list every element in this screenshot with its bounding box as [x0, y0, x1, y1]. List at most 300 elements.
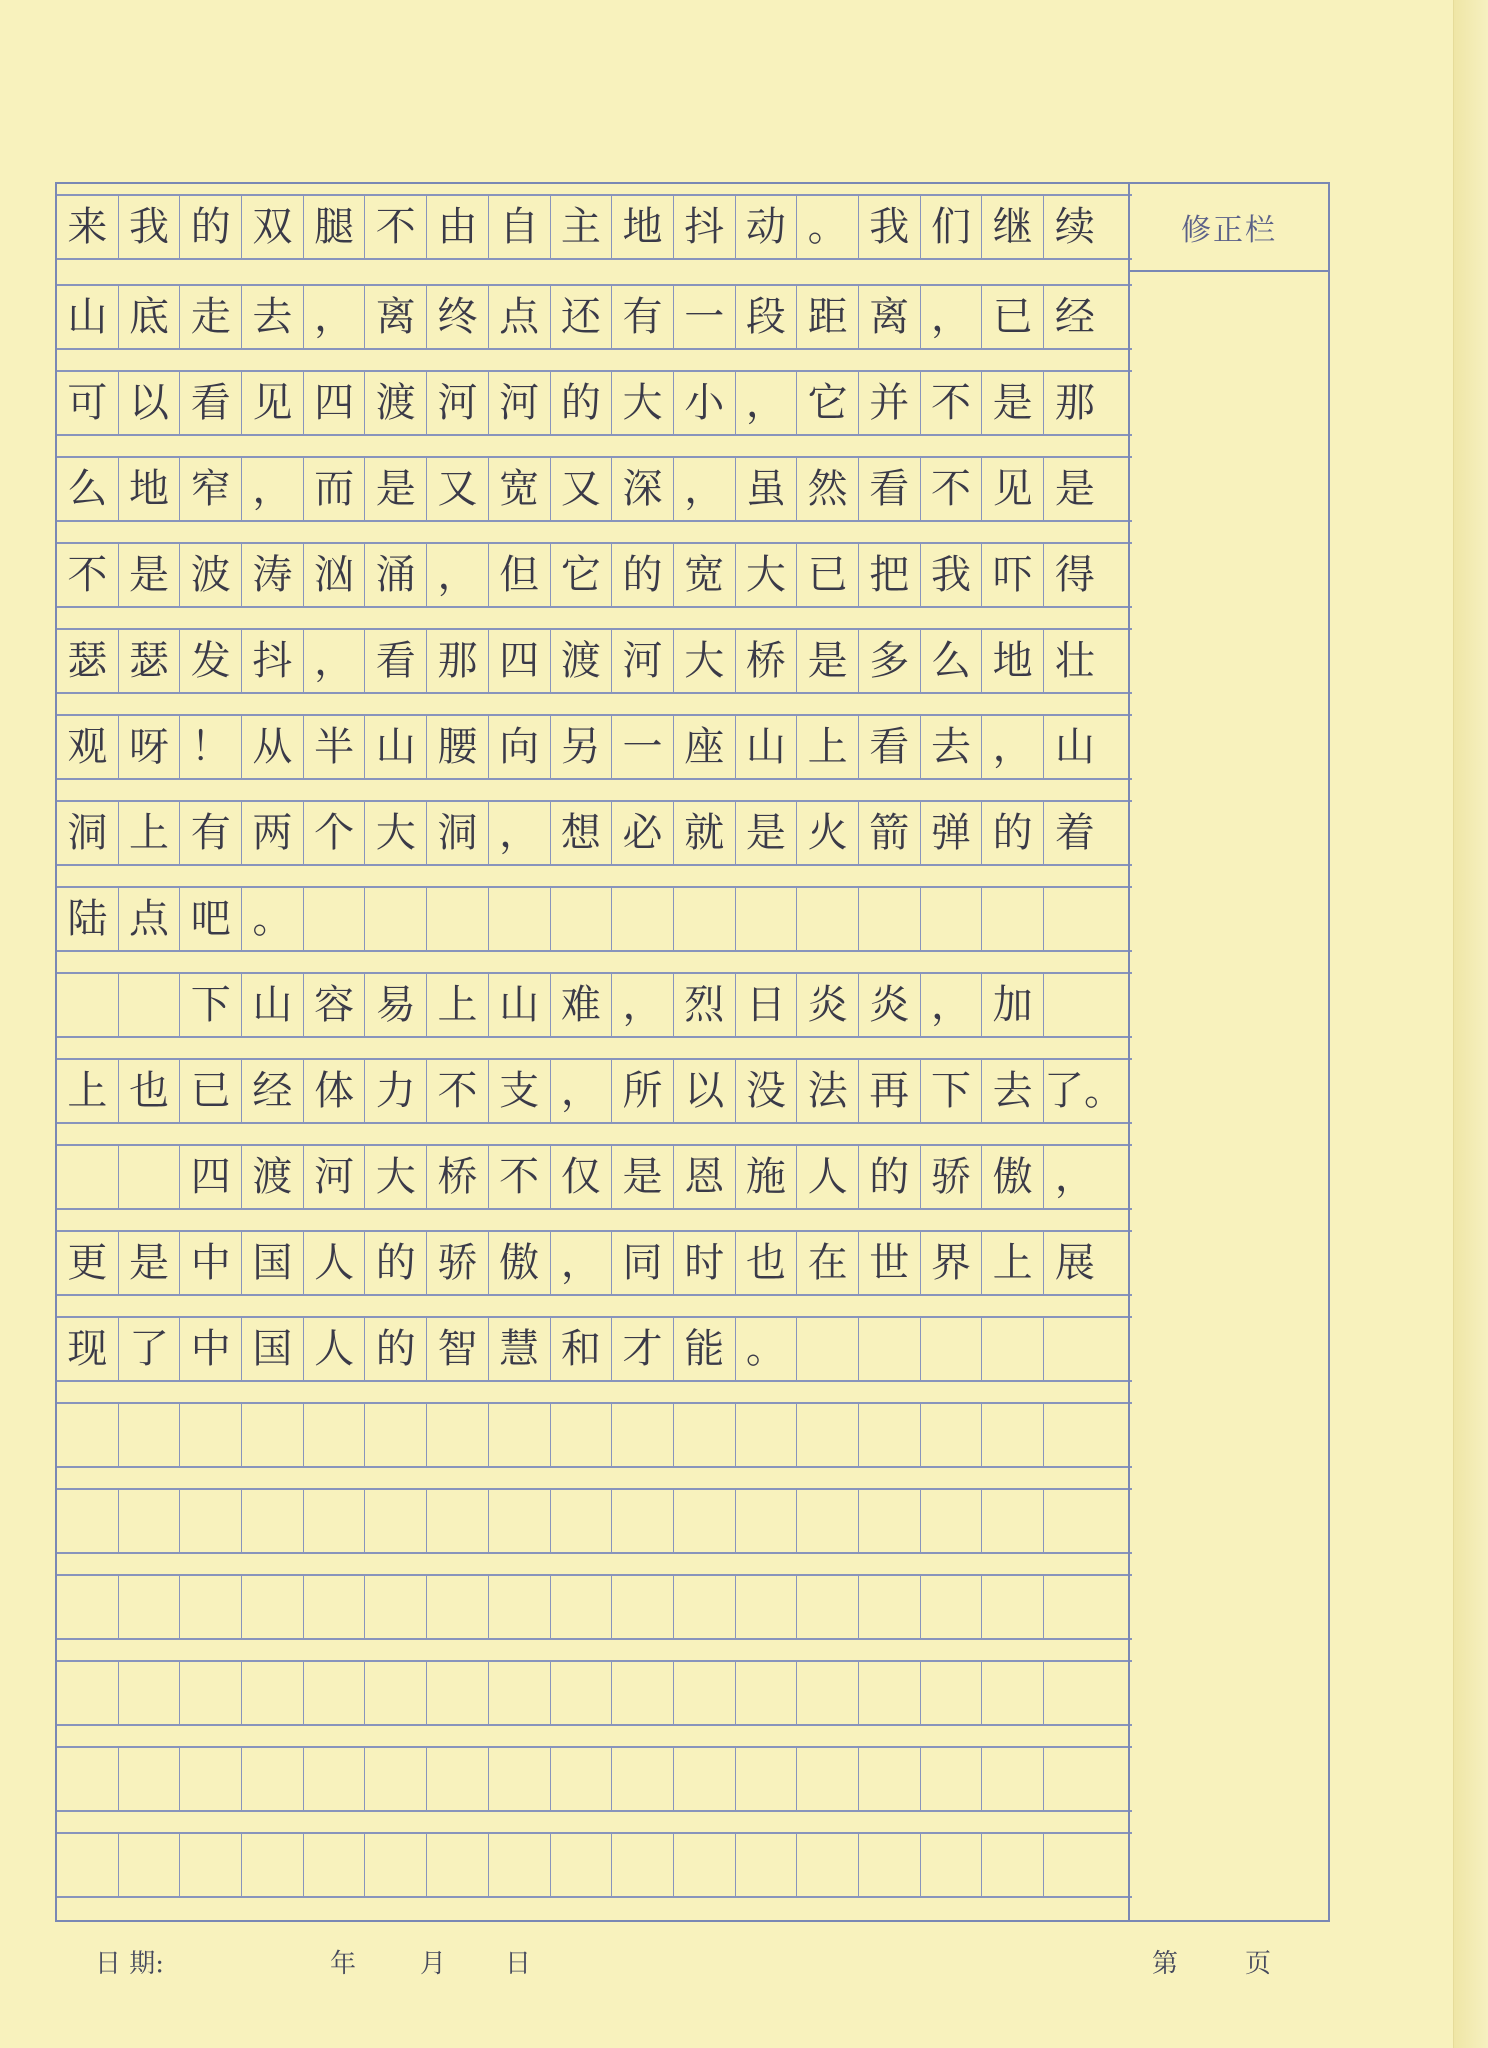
grid-cell	[797, 1834, 859, 1896]
grid-cell	[119, 1834, 181, 1896]
grid-cell: 已	[180, 1060, 242, 1122]
grid-cell: 山	[365, 716, 427, 778]
grid-cell: 骄	[921, 1146, 983, 1208]
grid-cell: 瑟	[119, 630, 181, 692]
grid-cell: 智	[427, 1318, 489, 1380]
grid-cell: 炎	[859, 974, 921, 1036]
grid-row	[57, 1660, 1132, 1726]
grid-cell	[365, 1576, 427, 1638]
grid-cell: 桥	[736, 630, 798, 692]
grid-cell	[982, 888, 1044, 950]
grid-cell: 离	[365, 286, 427, 348]
grid-cell: 容	[304, 974, 366, 1036]
grid-cell: 续	[1054, 204, 1095, 250]
grid-cell: 山	[1054, 724, 1095, 770]
grid-cell	[551, 1834, 613, 1896]
grid-cell: 个	[304, 802, 366, 864]
grid-cell	[982, 1748, 1044, 1810]
grid-cell	[736, 1834, 798, 1896]
grid-cell	[921, 1662, 983, 1724]
grid-cell	[982, 1576, 1044, 1638]
grid-cell: 并	[859, 372, 921, 434]
grid-cell: 是	[365, 458, 427, 520]
date-label: 日 期:	[95, 1949, 165, 1979]
grid-cell	[674, 1404, 736, 1466]
grid-cell: 涛	[242, 544, 304, 606]
grid-cell	[1044, 1576, 1106, 1638]
grid-cell	[921, 888, 983, 950]
grid-cell: 继	[982, 196, 1044, 258]
grid-cell	[736, 1662, 798, 1724]
grid-cell: 。	[242, 888, 304, 950]
grid-cell: 那	[1054, 380, 1095, 426]
grid-cell	[859, 888, 921, 950]
grid-cell: 的	[982, 802, 1044, 864]
grid-cell: 着	[1054, 810, 1095, 856]
grid-cell: 山	[57, 286, 119, 348]
grid-cell: ，	[921, 974, 983, 1036]
grid-cell: ，	[551, 1060, 613, 1122]
grid-cell	[489, 1576, 551, 1638]
grid-cell: 人	[304, 1232, 366, 1294]
manuscript-sheet	[55, 182, 1330, 1922]
grid-cell: ，	[674, 458, 736, 520]
grid-cell: 国	[242, 1318, 304, 1380]
grid-cell: 有	[612, 286, 674, 348]
grid-cell: 以	[119, 372, 181, 434]
grid-cell: ！	[180, 716, 242, 778]
grid-cell	[57, 974, 119, 1036]
grid-row	[57, 194, 1132, 260]
grid-cell: 所	[612, 1060, 674, 1122]
grid-cell: 时	[674, 1232, 736, 1294]
grid-cell	[119, 974, 181, 1036]
grid-cell: 窄	[180, 458, 242, 520]
grid-cell: 深	[612, 458, 674, 520]
grid-cell: 河	[612, 630, 674, 692]
grid-cell	[859, 1318, 921, 1380]
grid-cell: 的	[180, 196, 242, 258]
grid-cell: 四	[304, 372, 366, 434]
grid-cell: 烈	[674, 974, 736, 1036]
grid-cell	[797, 1576, 859, 1638]
grid-cell	[242, 1404, 304, 1466]
grid-cell: 它	[551, 544, 613, 606]
grid-cell	[551, 1662, 613, 1724]
grid-cell	[427, 1662, 489, 1724]
grid-cell: ，	[736, 372, 798, 434]
grid-cell: 傲	[489, 1232, 551, 1294]
grid-cell	[982, 1490, 1044, 1552]
grid-cell	[119, 1576, 181, 1638]
grid-row	[57, 1058, 1132, 1124]
grid-cell: 去	[982, 1060, 1044, 1122]
grid-cell	[489, 1404, 551, 1466]
grid-cell: 易	[365, 974, 427, 1036]
grid-cell: 宽	[674, 544, 736, 606]
grid-cell: ，	[551, 1232, 613, 1294]
grid-cell: 山	[489, 974, 551, 1036]
grid-cell: 也	[119, 1060, 181, 1122]
grid-cell	[982, 1834, 1044, 1896]
grid-cell: 再	[859, 1060, 921, 1122]
grid-cell	[180, 1404, 242, 1466]
grid-cell	[304, 888, 366, 950]
grid-row	[57, 1746, 1132, 1812]
grid-cell	[365, 1748, 427, 1810]
grid-cell: 虽	[736, 458, 798, 520]
grid-cell	[859, 1576, 921, 1638]
grid-cell: 支	[489, 1060, 551, 1122]
grid-cell: 河	[489, 372, 551, 434]
grid-cell: 的	[859, 1146, 921, 1208]
grid-cell: 不	[489, 1146, 551, 1208]
grid-cell	[674, 1748, 736, 1810]
grid-row	[57, 542, 1132, 608]
grid-cell	[736, 1404, 798, 1466]
grid-cell	[365, 1490, 427, 1552]
grid-cell	[551, 1748, 613, 1810]
grid-cell: 走	[180, 286, 242, 348]
grid-cell	[612, 1490, 674, 1552]
grid-cell: 经	[1054, 294, 1095, 340]
grid-cell: 现	[57, 1318, 119, 1380]
grid-cell: 主	[551, 196, 613, 258]
grid-cell	[1044, 1748, 1106, 1810]
grid-cell: 有	[180, 802, 242, 864]
grid-cell	[489, 1662, 551, 1724]
grid-cell	[427, 888, 489, 950]
grid-cell: 去	[921, 716, 983, 778]
grid-cell: 由	[427, 196, 489, 258]
grid-cell: 但	[489, 544, 551, 606]
grid-row	[57, 370, 1132, 436]
grid-cell	[612, 1662, 674, 1724]
grid-cell	[57, 1146, 119, 1208]
grid-cell: 波	[180, 544, 242, 606]
grid-cell: 地	[119, 458, 181, 520]
grid-cell: 上	[57, 1060, 119, 1122]
grid-cell: 瑟	[57, 630, 119, 692]
grid-cell: 了。	[1044, 1068, 1124, 1114]
page-number-prefix: 第	[1152, 1949, 1179, 1979]
grid-cell: 山	[736, 716, 798, 778]
grid-cell: 是	[119, 1232, 181, 1294]
grid-cell	[427, 1576, 489, 1638]
grid-cell: 弹	[921, 802, 983, 864]
grid-cell: 还	[551, 286, 613, 348]
grid-cell	[489, 1834, 551, 1896]
grid-cell: 渡	[551, 630, 613, 692]
grid-cell: 而	[304, 458, 366, 520]
grid-cell: 吧	[180, 888, 242, 950]
grid-cell	[797, 888, 859, 950]
grid-cell: 人	[797, 1146, 859, 1208]
grid-cell: 以	[674, 1060, 736, 1122]
grid-cell	[612, 888, 674, 950]
grid-cell	[1044, 1834, 1106, 1896]
month-label: 月	[420, 1949, 447, 1979]
grid-cell	[304, 1662, 366, 1724]
grid-cell	[551, 1404, 613, 1466]
grid-row	[57, 800, 1132, 866]
grid-cell: ，	[921, 286, 983, 348]
grid-cell: 点	[489, 286, 551, 348]
grid-cell	[119, 1490, 181, 1552]
grid-cell	[304, 1834, 366, 1896]
grid-cell: 下	[180, 974, 242, 1036]
grid-cell: 四	[180, 1146, 242, 1208]
grid-cell: 的	[365, 1232, 427, 1294]
grid-cell: 半	[304, 716, 366, 778]
grid-cell: 恩	[674, 1146, 736, 1208]
grid-row	[57, 456, 1132, 522]
grid-cell	[1044, 1490, 1106, 1552]
grid-cell: 距	[797, 286, 859, 348]
grid-cell: 可	[57, 372, 119, 434]
grid-cell	[797, 1318, 859, 1380]
grid-cell: 同	[612, 1232, 674, 1294]
grid-cell	[612, 1834, 674, 1896]
grid-cell	[551, 1490, 613, 1552]
grid-cell	[921, 1748, 983, 1810]
grid-cell	[1044, 1404, 1106, 1466]
grid-cell: 动	[736, 196, 798, 258]
grid-cell: 地	[982, 630, 1044, 692]
grid-cell	[859, 1490, 921, 1552]
grid-cell: 又	[427, 458, 489, 520]
grid-cell: 终	[427, 286, 489, 348]
grid-cell: 见	[242, 372, 304, 434]
grid-cell: 傲	[982, 1146, 1044, 1208]
grid-cell: 力	[365, 1060, 427, 1122]
grid-cell: 洞	[427, 802, 489, 864]
grid-cell	[736, 1748, 798, 1810]
grid-row	[57, 1832, 1132, 1898]
grid-cell	[921, 1404, 983, 1466]
grid-cell	[612, 1748, 674, 1810]
grid-cell: 点	[119, 888, 181, 950]
grid-cell: 的	[612, 544, 674, 606]
grid-cell	[489, 1490, 551, 1552]
grid-cell: 了	[119, 1318, 181, 1380]
grid-row	[57, 714, 1132, 780]
grid-cell	[242, 1662, 304, 1724]
grid-cell: 难	[551, 974, 613, 1036]
grid-cell: 在	[797, 1232, 859, 1294]
grid-cell	[736, 888, 798, 950]
grid-cell: 另	[551, 716, 613, 778]
grid-cell: 上	[797, 716, 859, 778]
grid-cell	[551, 888, 613, 950]
grid-cell: 已	[982, 286, 1044, 348]
grid-cell	[427, 1404, 489, 1466]
grid-cell: 底	[119, 286, 181, 348]
grid-cell	[119, 1146, 181, 1208]
grid-cell	[797, 1404, 859, 1466]
grid-cell: 界	[921, 1232, 983, 1294]
grid-cell: 双	[242, 196, 304, 258]
grid-cell	[180, 1834, 242, 1896]
grid-cell	[1044, 888, 1106, 950]
grid-row	[57, 1316, 1132, 1382]
grid-cell: 上	[982, 1232, 1044, 1294]
grid-cell: 是	[982, 372, 1044, 434]
grid-cell: 吓	[982, 544, 1044, 606]
writing-grid	[57, 184, 1132, 1920]
correction-column-header: 修正栏	[1130, 184, 1328, 272]
grid-cell: 的	[365, 1318, 427, 1380]
grid-cell	[674, 1490, 736, 1552]
grid-cell	[674, 1834, 736, 1896]
grid-cell: 骄	[427, 1232, 489, 1294]
grid-cell	[57, 1834, 119, 1896]
grid-cell: 河	[304, 1146, 366, 1208]
grid-cell: 上	[119, 802, 181, 864]
grid-cell: 一	[612, 716, 674, 778]
grid-cell	[859, 1834, 921, 1896]
grid-cell: 地	[612, 196, 674, 258]
grid-row	[57, 1144, 1132, 1210]
grid-cell: 离	[859, 286, 921, 348]
grid-cell: 仅	[551, 1146, 613, 1208]
grid-cell: ，	[1054, 1154, 1095, 1200]
grid-cell: 才	[612, 1318, 674, 1380]
grid-cell: 世	[859, 1232, 921, 1294]
grid-cell	[304, 1576, 366, 1638]
grid-cell	[427, 1834, 489, 1896]
grid-cell: ，	[304, 630, 366, 692]
grid-cell: 大	[612, 372, 674, 434]
grid-cell: 能	[674, 1318, 736, 1380]
grid-cell: ，	[304, 286, 366, 348]
grid-cell: 发	[180, 630, 242, 692]
grid-cell: 不	[427, 1060, 489, 1122]
grid-cell: 是	[797, 630, 859, 692]
grid-cell: 是	[736, 802, 798, 864]
grid-cell: 不	[921, 372, 983, 434]
grid-cell	[427, 1748, 489, 1810]
grid-cell	[489, 1748, 551, 1810]
grid-cell: 和	[551, 1318, 613, 1380]
grid-cell: 不	[365, 196, 427, 258]
grid-cell	[57, 1490, 119, 1552]
grid-cell	[797, 1490, 859, 1552]
grid-cell: 经	[242, 1060, 304, 1122]
grid-cell: 箭	[859, 802, 921, 864]
grid-cell: 自	[489, 196, 551, 258]
grid-cell	[304, 1404, 366, 1466]
grid-cell: 座	[674, 716, 736, 778]
grid-cell	[859, 1662, 921, 1724]
grid-cell: 。	[736, 1318, 798, 1380]
grid-cell: 是	[119, 544, 181, 606]
grid-cell: 大	[674, 630, 736, 692]
grid-cell: ，	[982, 716, 1044, 778]
grid-cell: 中	[180, 1232, 242, 1294]
grid-cell: 。	[797, 196, 859, 258]
grid-cell	[797, 1748, 859, 1810]
grid-cell: 向	[489, 716, 551, 778]
grid-cell: 一	[674, 286, 736, 348]
grid-cell: 的	[551, 372, 613, 434]
grid-cell	[859, 1404, 921, 1466]
grid-cell: 渡	[365, 372, 427, 434]
grid-cell: 火	[797, 802, 859, 864]
grid-cell: 壮	[1054, 638, 1095, 684]
grid-cell: 看	[180, 372, 242, 434]
grid-cell: 渡	[242, 1146, 304, 1208]
grid-cell	[304, 1490, 366, 1552]
grid-cell	[1044, 1318, 1106, 1380]
correction-column	[1128, 184, 1328, 1920]
grid-cell	[180, 1576, 242, 1638]
grid-cell: 就	[674, 802, 736, 864]
grid-cell: 看	[859, 716, 921, 778]
grid-cell: 想	[551, 802, 613, 864]
grid-row	[57, 972, 1132, 1038]
grid-row	[57, 1230, 1132, 1296]
grid-cell	[242, 1490, 304, 1552]
grid-cell: 两	[242, 802, 304, 864]
grid-cell: ，	[242, 458, 304, 520]
grid-cell	[551, 1576, 613, 1638]
grid-row	[57, 1574, 1132, 1640]
grid-cell: 法	[797, 1060, 859, 1122]
grid-cell	[982, 1662, 1044, 1724]
grid-cell	[797, 1662, 859, 1724]
grid-cell: ，	[489, 802, 551, 864]
grid-cell: 更	[57, 1232, 119, 1294]
grid-cell: 观	[57, 716, 119, 778]
grid-cell: 大	[365, 1146, 427, 1208]
grid-cell: 去	[242, 286, 304, 348]
grid-cell	[242, 1834, 304, 1896]
grid-cell: 没	[736, 1060, 798, 1122]
grid-cell: ，	[427, 544, 489, 606]
grid-cell: 河	[427, 372, 489, 434]
grid-cell: 然	[797, 458, 859, 520]
grid-cell: 我	[859, 196, 921, 258]
grid-cell	[489, 888, 551, 950]
grid-cell	[736, 1576, 798, 1638]
grid-cell: 宽	[489, 458, 551, 520]
grid-cell: 么	[921, 630, 983, 692]
grid-cell	[365, 1834, 427, 1896]
year-label: 年	[330, 1949, 357, 1979]
grid-cell: 山	[242, 974, 304, 1036]
grid-cell: 它	[797, 372, 859, 434]
grid-cell	[180, 1490, 242, 1552]
grid-cell: 么	[57, 458, 119, 520]
page-footer	[0, 1943, 1488, 2003]
grid-cell	[859, 1748, 921, 1810]
grid-cell	[982, 1318, 1044, 1380]
grid-cell: 小	[674, 372, 736, 434]
grid-cell: 腰	[427, 716, 489, 778]
grid-cell	[1044, 974, 1106, 1036]
grid-cell: 看	[365, 630, 427, 692]
grid-cell: 来	[57, 196, 119, 258]
grid-cell: 涌	[365, 544, 427, 606]
grid-cell	[921, 1576, 983, 1638]
grid-cell	[57, 1748, 119, 1810]
grid-cell: ，	[612, 974, 674, 1036]
grid-cell	[119, 1662, 181, 1724]
grid-cell: 日	[736, 974, 798, 1036]
grid-cell: 是	[612, 1146, 674, 1208]
grid-cell	[180, 1748, 242, 1810]
